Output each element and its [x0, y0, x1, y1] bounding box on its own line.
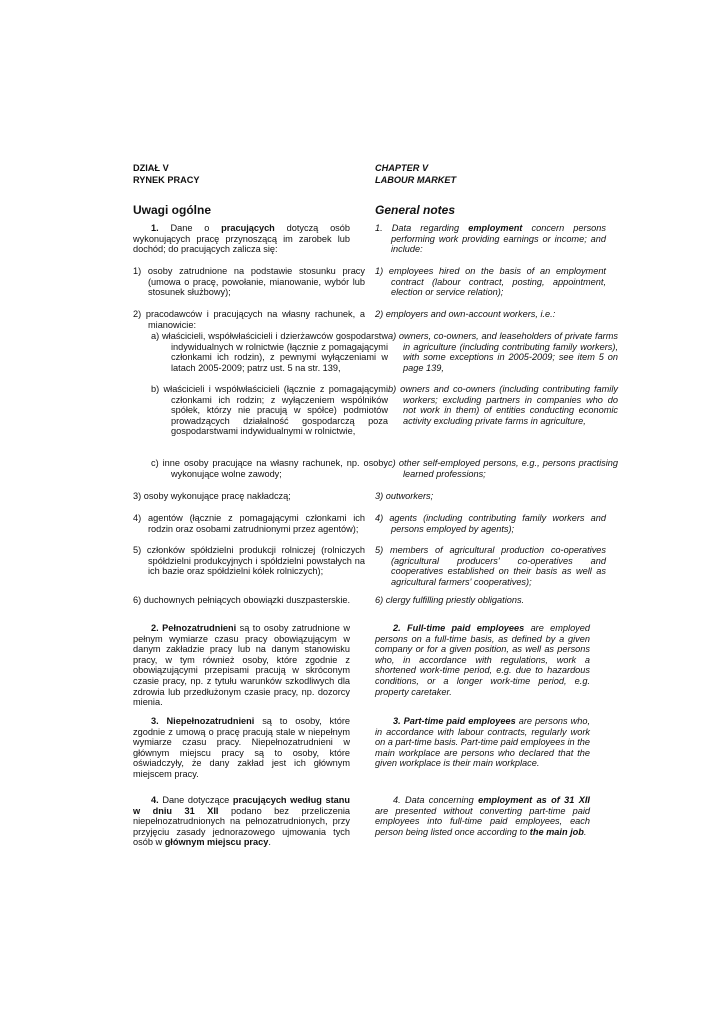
paragraph-3: 3. Part-time paid employees are persons who, in accordance with labour contracts, regularly work on a part-time basis. Part-time paid employees in the main workplace are persons who declared that the given workplace is their main workplace.	[375, 716, 591, 769]
list-item-2a: a) właścicieli, współwłaścicieli i dzierżawców gospodarstw indywidualnych w rolnictwie (łącznie z pomagającymi członkami ich rodzin), z pewnymi wyłączeniami w latach 2005-2009; patrz ust. 5 na str. 139,	[151, 331, 388, 373]
list-item-4: 4) agents (including contributing family workers and persons employed by agents);	[375, 513, 606, 534]
paragraph-1: 1. Dane o pracujących dotyczą osób wykonujących pracę przynoszącą im zarobek lub dochód; do pracujących zalicza się:	[133, 223, 350, 255]
list-item-2b: b) owners and co-owners (including contributing family workers; excluding partners in companies who do not work in them) of entities conducting economic activity excluding private farms in agriculture,	[388, 384, 618, 426]
chapter-title: RYNEK PRACY	[133, 174, 200, 185]
list-item-3: 3) outworkers;	[375, 491, 434, 501]
list-item-6: 6) clergy fulfilling priestly obligations.	[375, 595, 525, 605]
polish-column	[133, 163, 388, 848]
paragraph-2: 2. Full-time paid employees are employed persons on a full-time basis, as defined by a given company or for a given position, as well as persons who, in accordance with regulations, work a shortened work-time period, e.g. due to hazardous conditions, or a longer work-time period, e.g. property caretaker.	[375, 623, 590, 697]
paragraph-4: 4. Dane dotyczące pracujących według stanu w dniu 31 XII podano bez przeliczenia niepełnozatrudnionych na pełnozatrudnionych, przy przyjęciu zasady jednorazowego ujmowania tych osób w głównym miejscu pracy.	[133, 795, 351, 848]
list-item-1: 1) employees hired on the basis of an employment contract (labour contract, posting, appointment, election or service relation);	[375, 266, 606, 298]
list-item-2: 2) employers and own-account workers, i.e.:	[375, 309, 556, 319]
list-item-6: 6) duchownych pełniących obowiązki duszpasterskie.	[133, 595, 351, 605]
list-item-2c: c) inne osoby pracujące na własny rachunek, np. osoby wykonujące wolne zawody;	[151, 458, 388, 479]
paragraph-1: 1. Data regarding employment concern persons performing work providing earnings or income; and include:	[375, 223, 606, 255]
paragraph-4: 4. Data concerning employment as of 31 XII are presented without converting part-time paid employees into full-time paid employees, each person being listed once according to the main job.	[375, 795, 590, 837]
list-item-2: 2) pracodawców i pracujących na własny rachunek, a mianowicie:	[133, 309, 365, 330]
list-item-5: 5) członków spółdzielni produkcji rolniczej (rolniczych spółdzielni produkcyjnych i spółdzielni powstałych na ich bazie oraz spółdzielni kółek rolniczych);	[133, 545, 365, 577]
chapter-number: DZIAŁ V	[133, 163, 169, 173]
chapter-number: CHAPTER V	[375, 163, 429, 173]
list-item-2c: c) other self-employed persons, e.g., persons practising learned professions;	[388, 458, 618, 479]
list-item-1: 1) osoby zatrudnione na podstawie stosunku pracy (umowa o pracę, powołanie, mianowanie, wybór lub stosunek służbowy);	[133, 266, 365, 298]
section-heading: Uwagi ogólne	[133, 203, 211, 217]
english-column	[375, 163, 618, 837]
list-item-4: 4) agentów (łącznie z pomagającymi członkami ich rodzin oraz osobami zatrudnionymi przez agentów);	[133, 513, 365, 534]
list-item-3: 3) osoby wykonujące pracę nakładczą;	[133, 491, 291, 501]
section-heading: General notes	[375, 203, 456, 217]
paragraph-2: 2. Pełnozatrudnieni są to osoby zatrudnione w pełnym wymiarze czasu pracy obowiązującym w danym zakładzie pracy lub na danym stanowisku pracy, w tym również osoby, które zgodnie z obowiązującymi przepisami pracują w skróconym czasie pracy, np. z tytułu warunków szkodliwych dla zdrowia lub przedłużonym czasie pracy, np. dozorcy mienia.	[133, 623, 350, 708]
list-item-2b: b) właścicieli i współwłaścicieli (łącznie z pomagającymi członkami ich rodzin; z wyłączeniem wspólników spółek, którzy nie pracują w spółce) podmiotów prowadzących działalność gospodarczą poza gospodarstwami indywidualnymi w rolnictwie,	[151, 384, 388, 437]
list-item-2a: a) owners, co-owners, and leaseholders of private farms in agriculture (including contributing family workers), with some exceptions in 2005-2009; see item 5 on page 139,	[388, 331, 618, 373]
paragraph-3: 3. Niepełnozatrudnieni są to osoby, które zgodnie z umową o pracę pracują stale w niepełnym wymiarze czasu pracy. Niepełnozatrudnieni w głównym miejscu pracy są to osoby, które oświadczyły, że dany zakład jest ich głównym miejscem pracy.	[133, 716, 350, 779]
list-item-5: 5) members of agricultural production co-operatives (agricultural producers' co-operatives and cooperatives established on their basis as well as agricultural farmers' cooperatives);	[375, 545, 606, 587]
chapter-title: LABOUR MARKET	[375, 174, 457, 185]
